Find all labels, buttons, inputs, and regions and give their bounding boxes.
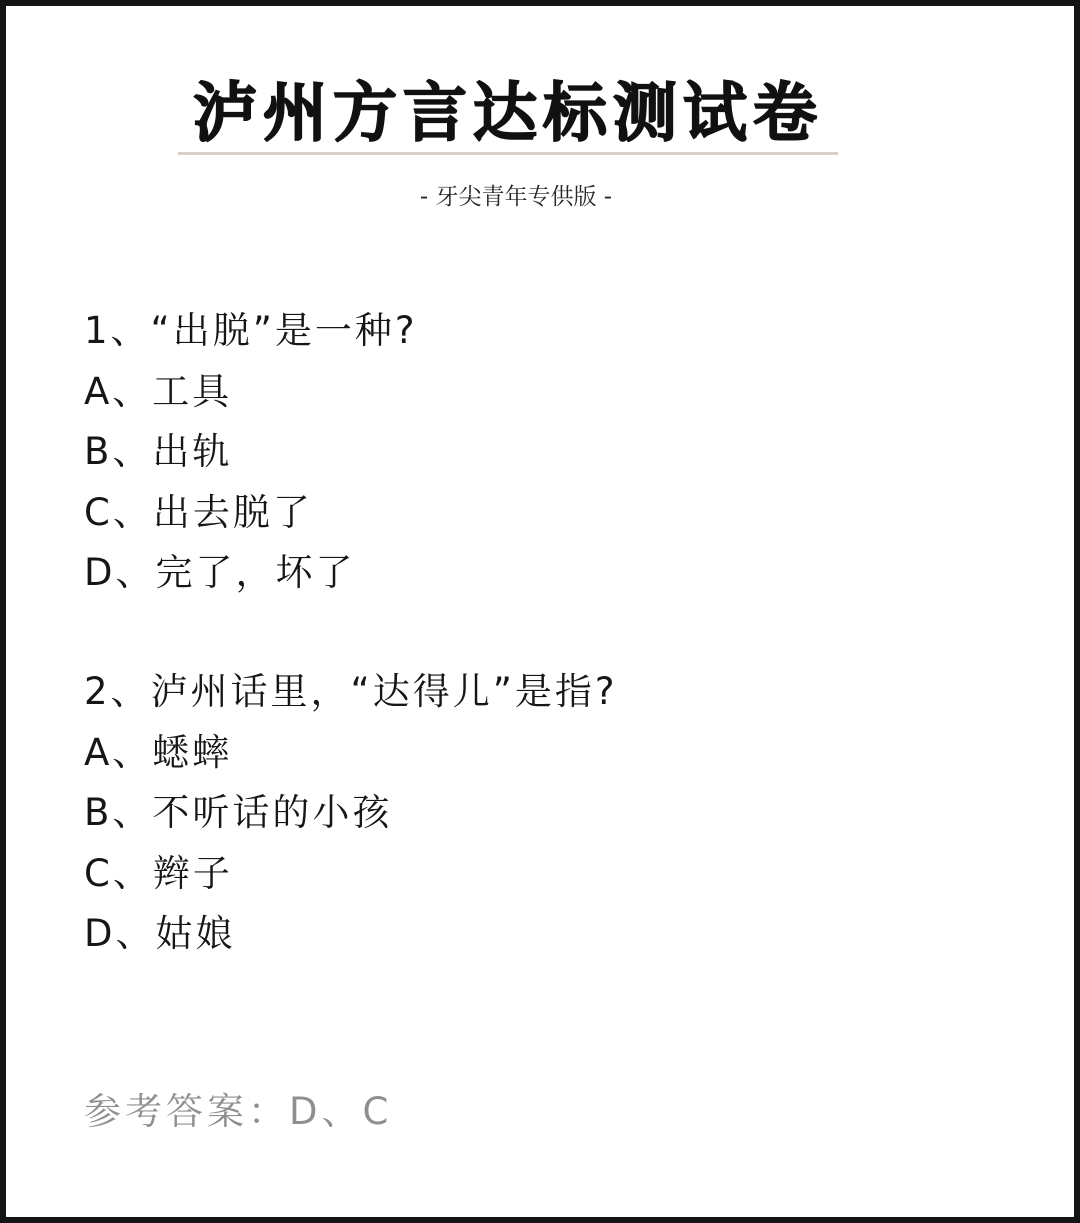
option-c: C、辫子	[84, 851, 233, 895]
option-a: A、工具	[84, 369, 233, 413]
title-underline	[178, 152, 838, 155]
option-c: C、出去脱了	[84, 490, 313, 534]
option-b: B、不听话的小孩	[84, 791, 393, 834]
page-title: 泸州方言达标测试卷	[193, 77, 823, 151]
reference-answer: 参考答案：D、C	[84, 1090, 393, 1133]
option-d: D、完了，坏了	[84, 551, 356, 594]
page-subtitle: - 牙尖青年专供版 -	[419, 184, 613, 210]
question-1	[84, 301, 418, 604]
question-2	[84, 662, 618, 965]
question-prompt: 1、“出脱”是一种?	[84, 309, 418, 352]
option-a: A、蟋蟀	[84, 730, 233, 774]
option-b: B、出轨	[84, 430, 233, 473]
question-prompt: 2、泸州话里，“达得儿”是指?	[84, 670, 618, 713]
option-d: D、姑娘	[84, 912, 236, 955]
